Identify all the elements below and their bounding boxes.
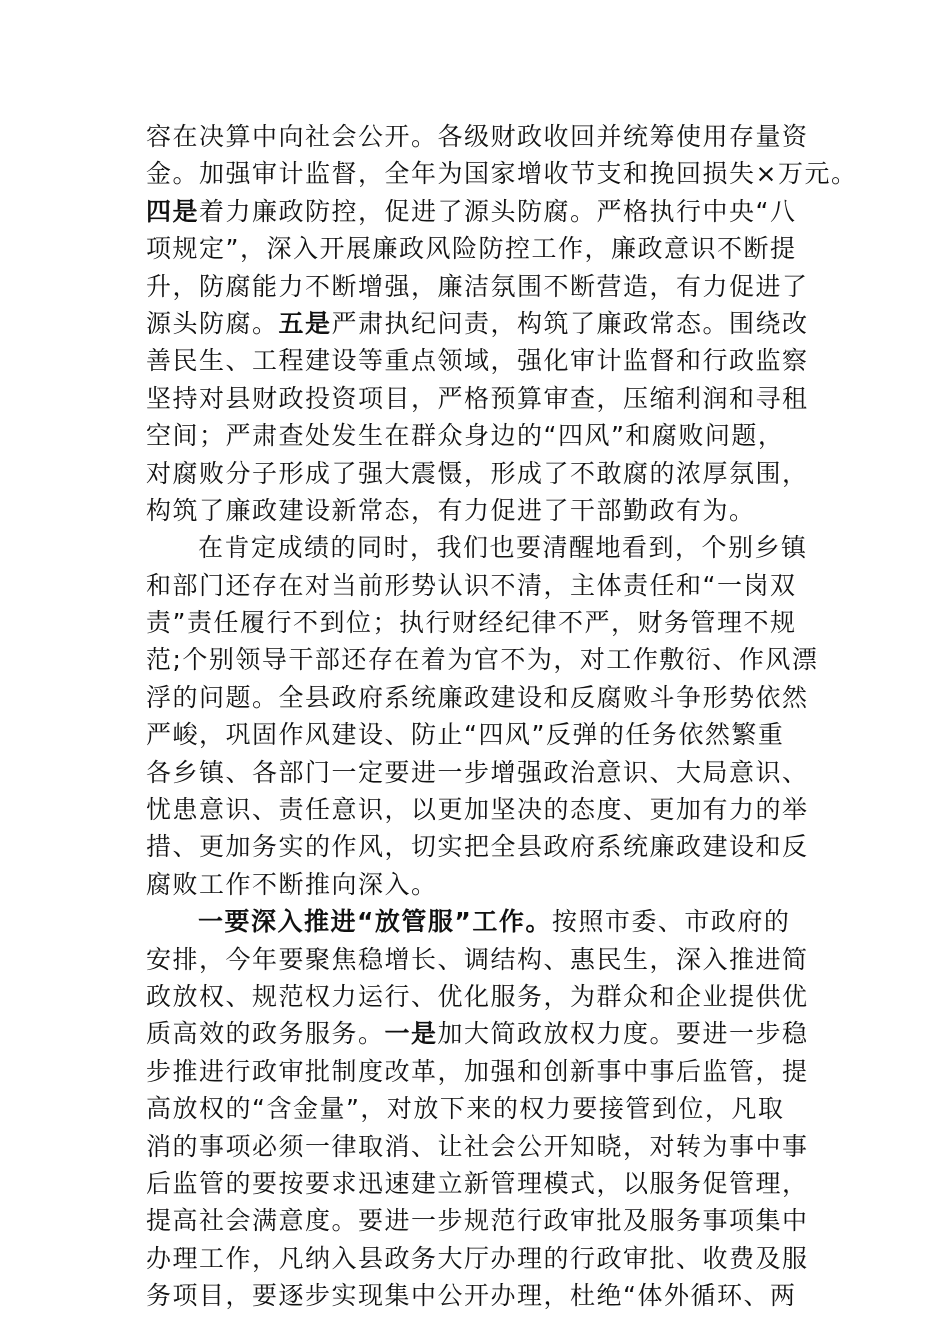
body-text: 坚持对县财政投资项目，严格预算审查，压缩利润和寻租 <box>146 383 809 413</box>
text-line <box>146 679 810 716</box>
body-text: 务项目，要逐步实现集中公开办理，杜绝“体外循环、两 <box>146 1281 797 1311</box>
body-text: 严峻，巩固作风建设、防止“四风”反弹的任务依然繁重 <box>146 720 785 750</box>
body-text: 办理工作，凡纳入县政务大厅办理的行政审批、收费及服 <box>146 1243 809 1273</box>
bold-lead-text: 一是 <box>384 1019 438 1049</box>
body-text: 安排，今年要聚焦稳增长、调结构、惠民生，深入推进简 <box>146 944 809 974</box>
text-line <box>146 230 810 267</box>
body-text: 升，防腐能力不断增强，廉洁氛围不断营造，有力促进了 <box>146 271 809 301</box>
text-line <box>146 492 810 529</box>
text-line <box>146 1165 810 1202</box>
text-line <box>146 1015 810 1052</box>
text-line <box>146 791 810 828</box>
paragraph-first-line <box>146 903 810 940</box>
text-line <box>146 716 810 753</box>
body-text: 容在决算中向社会公开。各级财政收回并统筹使用存量资 <box>146 122 809 151</box>
body-text: 严肃执纪问责，构筑了廉政常态。围绕改 <box>331 308 809 338</box>
text-line <box>146 342 810 379</box>
text-line <box>146 417 810 454</box>
body-text: 腐败工作不断推向深入。 <box>146 869 438 899</box>
body-text: 在肯定成绩的同时，我们也要清醒地看到，个别乡镇 <box>198 533 808 563</box>
text-line <box>146 1277 810 1314</box>
text-line <box>146 866 810 903</box>
body-text: 着力廉政防控，促进了源头防腐。严格执行中央“八 <box>199 196 797 226</box>
body-text: 忧患意识、责任意识，以更加坚决的态度、更加有力的举 <box>146 795 809 825</box>
body-text: 和部门还存在对当前形势认识不清，主体责任和“一岗双 <box>146 570 797 600</box>
text-line <box>146 455 810 492</box>
text-line <box>146 193 810 230</box>
text-line <box>146 305 810 342</box>
body-text: 消的事项必须一律取消、让社会公开知晓，对转为事中事 <box>146 1131 809 1161</box>
paragraph-first-line <box>146 529 810 566</box>
body-text: 措、更加务实的作风，切实把全县政府系统廉政建设和反 <box>146 832 809 862</box>
body-text: 提高社会满意度。要进一步规范行政审批及服务事项集中 <box>146 1206 809 1236</box>
body-text: 责”责任履行不到位；执行财经纪律不严，财务管理不规 <box>146 608 797 638</box>
body-text: 项规定”，深入开展廉政风险防控工作，廉政意识不断提 <box>146 234 797 264</box>
body-text: 浮的问题。全县政府系统廉政建设和反腐败斗争形势依然 <box>146 682 809 712</box>
body-text: 后监管的要按要求迅速建立新管理模式，以服务促管理， <box>146 1168 809 1198</box>
bold-lead-text: 四是 <box>146 196 200 226</box>
text-line <box>146 380 810 417</box>
text-line <box>146 754 810 791</box>
text-line <box>146 268 810 305</box>
text-line <box>146 604 810 641</box>
bold-lead-text: 五是 <box>278 308 332 338</box>
document-body-text <box>146 118 858 1315</box>
body-text: 空间；严肃查处发生在群众身边的“四风”和腐败问题， <box>146 421 785 451</box>
body-text: 善民生、工程建设等重点领域，强化审计监督和行政监察 <box>146 346 809 376</box>
text-line <box>146 155 858 192</box>
text-line <box>146 1053 810 1090</box>
body-text: 质高效的政务服务。 <box>146 1019 385 1049</box>
text-line <box>146 978 810 1015</box>
text-line <box>146 1240 810 1277</box>
body-text: 对腐败分子形成了强大震慑，形成了不敢腐的浓厚氛围， <box>146 458 809 488</box>
body-text: 政放权、规范权力运行、优化服务，为群众和企业提供优 <box>146 981 809 1011</box>
text-line <box>146 641 819 678</box>
text-line <box>146 828 810 865</box>
body-text: 范;个别领导干部还存在着为官不为，对工作敷衍、作风漂 <box>146 645 819 675</box>
text-line <box>146 1090 810 1127</box>
text-line <box>146 1202 810 1239</box>
body-text: 加大简政放权力度。要进一步稳 <box>437 1019 809 1049</box>
text-line <box>146 118 810 155</box>
text-line <box>146 941 810 978</box>
body-text: 源头防腐。 <box>146 308 279 338</box>
body-text: 各乡镇、各部门一定要进一步增强政治意识、大局意识、 <box>146 757 809 787</box>
body-text: 金。加强审计监督，全年为国家增收节支和挽回损失×万元。 <box>146 159 858 189</box>
text-line <box>146 567 810 604</box>
body-text: 高放权的“含金量”，对放下来的权力要接管到位，凡取 <box>146 1094 785 1124</box>
body-text: 构筑了廉政建设新常态，有力促进了干部勤政有为。 <box>146 495 756 525</box>
body-text: 按照市委、市政府的 <box>551 907 791 937</box>
text-line <box>146 1128 810 1165</box>
body-text: 步推进行政审批制度改革，加强和创新事中事后监管，提 <box>146 1056 809 1086</box>
bold-lead-text: 一要深入推进“放管服”工作。 <box>198 907 552 937</box>
